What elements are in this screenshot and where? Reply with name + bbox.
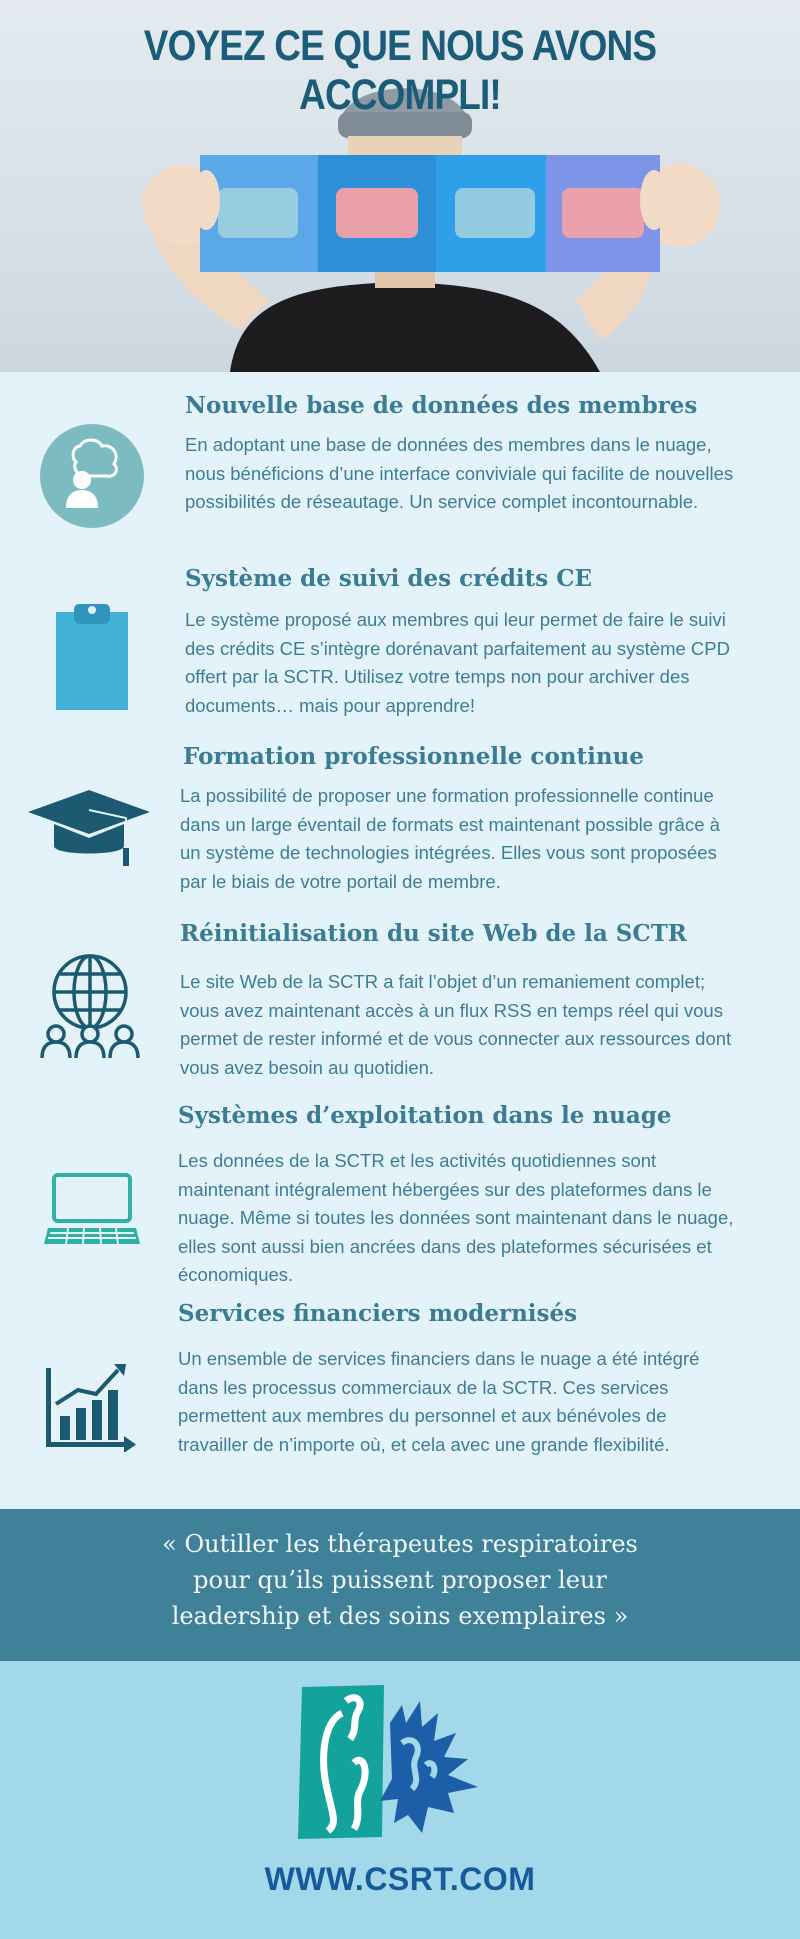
page-title: VOYEZ CE QUE NOUS AVONS ACCOMPLI!: [143, 22, 657, 119]
item-description: Les données de la SCTR et les activités quotidiennes sont maintenant intégralement hébergées sur des plateformes dans le nuage. Même si toutes les données sont maintenant dans le nuage, elles sont aussi bien ancrées dans des plateformes sécurisées et économiques.: [178, 1150, 734, 1285]
item-title: Réinitialisation du site Web de la SCTR: [180, 920, 687, 947]
item-title: Systèmes d’exploitation dans le nuage: [178, 1102, 672, 1129]
graduation-cap-icon: [26, 788, 152, 868]
item-title: Services financiers modernisés: [178, 1300, 578, 1327]
item-title: Nouvelle base de données des membres: [185, 392, 698, 419]
footer: [0, 1661, 800, 1939]
quote-line: pour qu’ils puissent proposer leur: [193, 1566, 607, 1594]
bar-chart-growth-icon: [44, 1360, 136, 1452]
quote-line: « Outiller les thérapeutes respiratoires: [162, 1530, 638, 1558]
csrt-logo: [298, 1683, 492, 1839]
quote-line: leadership et des soins exemplaires »: [171, 1602, 629, 1630]
item-description: Un ensemble de services financiers dans le nuage a été intégré dans les processus commerciaux de la SCTR. Ces services permettent aux membres du personnel et aux bénévoles de travailler de n’importe où, et cela avec une grande flexibilité.: [178, 1348, 700, 1455]
item-description: En adoptant une base de données des membres dans le nuage, nous bénéficions d’une interface conviviale qui facilite de nouvelles possibilités de réseautage. Un service complet incontournable.: [185, 434, 734, 512]
website-link[interactable]: WWW.CSRT.COM: [264, 1861, 536, 1897]
quote-text: [0, 1526, 800, 1634]
item-description: La possibilité de proposer une formation professionnelle continue dans un large éventail de formats est maintenant possible grâce à un système de technologies intégrées. Elles vous sont proposées par le biais de votre portail de membre.: [180, 785, 720, 892]
laptop-icon: [42, 1172, 142, 1248]
item-description: Le site Web de la SCTR a fait l’objet d’un remaniement complet; vous avez maintenant accès à un flux RSS en temps réel qui vous permet de rester informé et de vous connecter aux ressources dont vous avez besoin au quotidien.: [180, 971, 732, 1078]
quote-banner: [0, 1509, 800, 1661]
clipboard-icon: [54, 600, 130, 712]
item-title: Système de suivi des crédits CE: [185, 565, 593, 592]
hero-banner: [0, 0, 800, 372]
cloud-user-icon: [40, 424, 144, 528]
item-description: Le système proposé aux membres qui leur permet de faire le suivi des crédits CE s’intègre dorénavant parfaitement au système CPD offert par la SCTR. Utilisez votre temps non pour archiver des documents… mais pour apprendre!: [185, 609, 730, 716]
globe-people-icon: [38, 954, 142, 1060]
accomplishments-list: [0, 372, 800, 1509]
item-title: Formation professionnelle continue: [183, 743, 644, 770]
